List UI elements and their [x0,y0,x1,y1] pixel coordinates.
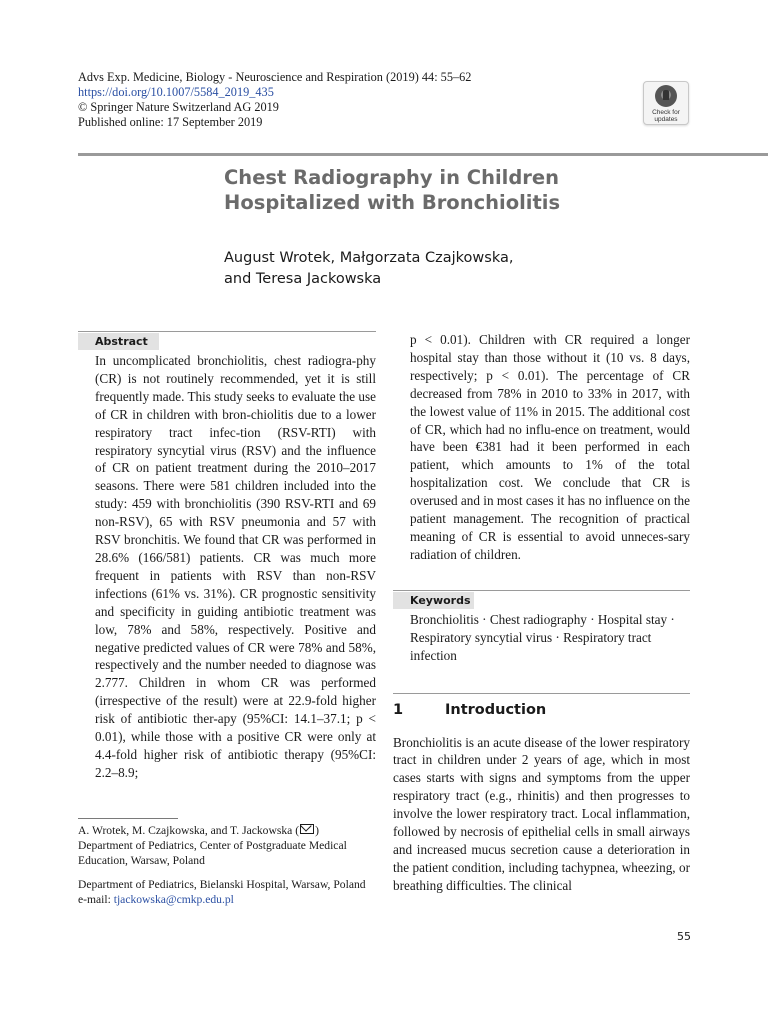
affiliation-2-block: Department of Pediatrics, Bielanski Hospital, Warsaw, Poland e-mail: tjackowska@cmkp.edu.pl [78,878,366,906]
abstract-text-right: p < 0.01). Children with CR required a longer hospital stay than those without it (10 vs. 8 days, respectively; p < 0.01). The percentage of CR decreased from 78% in 2010 to 33% in 2017, with the lowest value of 11% in 2015. The additional cost of CR, which had no influ-ence on treatment, would have been €381 had it been performed in each patient, which amounts to 1% of the total hospitalization cost. We conclude that CR is overused and in most cases it has no influence on the patient management. The recognition of practical meaning of CR is essential to avoid unneces-sary radiation of children. [410,332,690,562]
author-correspondence: A. Wrotek, M. Czajkowska, and T. Jackowska ( ) Department of Pediatrics, Center of Postgraduate Medical Education, Warsaw, Poland [78,824,347,867]
check-for-updates-badge[interactable] [643,81,689,125]
author-list: August Wrotek, Małgorzata Czajkowska, and Teresa Jackowska [224,250,514,287]
section-number: 1 [393,701,404,718]
section-title: Introduction [445,701,547,718]
introduction-divider [393,693,690,694]
bookmark-icon [655,85,677,107]
publication-meta [78,70,471,130]
introduction-heading [393,700,690,720]
keywords-list: Bronchiolitis · Chest radiography · Hospital stay · Respiratory syncytial virus · Respiratory tract infection [410,611,675,663]
footnote-divider [78,818,178,819]
right-column [393,331,690,895]
affiliation-1: Department of Pediatrics, Center of Postgraduate Medical Education, Warsaw, Poland [78,839,347,867]
affiliation-2: Department of Pediatrics, Bielanski Hospital, Warsaw, Poland [78,878,366,891]
header-divider [78,153,768,156]
page-number: 55 [677,930,691,943]
journal-citation: Advs Exp. Medicine, Biology - Neuroscience and Respiration (2019) 44: 55–62 [78,70,472,84]
doi-link[interactable]: https://doi.org/10.1007/5584_2019_435 [78,85,274,99]
badge-label: Check for updates [652,109,680,123]
published-date: Published online: 17 September 2019 [78,115,263,129]
copyright-line: © Springer Nature Switzerland AG 2019 [78,100,279,114]
abstract-heading: Abstract [78,333,159,350]
keywords-section [393,590,690,665]
abstract-header [78,331,376,350]
left-column [78,331,376,782]
keywords-header [393,590,690,609]
introduction-text: Bronchiolitis is an acute disease of the lower respiratory tract in children under 2 years of age, which in most cases starts with signs and symptoms from the upper respiratory tract (e.g., rhinitis) and then progresses to involve the lower respiratory tract. Local inflammation, followed by necrosis of epithelial cells in small airways and increased mucus secretion cause a deterioration in the patient condition, including tachypnea, wheezing, or breathing difficulties. The clinical [393,734,690,893]
abstract-text-left: In uncomplicated bronchiolitis, chest radiogra-phy (CR) is not routinely recommended, yet it is still frequently made. This study seeks to evaluate the use of CR in children with bron-chiolitis due to a lower respiratory tract infec-tion (RSV-RTI) with respiratory syncytial virus (RSV) and the influence of CR on patient treatment during the 2010–2017 seasons. There were 581 children included into the study: 459 with bronchiolitis (390 RSV-RTI and 69 non-RSV), 65 with RSV pneumonia and 57 with RSV bronchitis. We found that CR was performed in 28.6% (166/581) patients. CR was much more frequent in patients with RSV than non-RSV infections (61% vs. 31%). CR prognostic sensitivity and specificity in guiding antibiotic treatment was low, 78% and 58%, respectively. Positive and negative predicted values of CR were 78% and 58%, respectively and the number needed to diagnose was 2.777. Children in whom CR was performed (irrespective of the result) were at 22.9-fold higher risk of antibiotic ther-apy (95%CI: 14.1–37.1; p < 0.01), while those with a positive CR were only at 4.4-fold higher risk of antibiotic therapy (95%CI: 2.2–8.9; [95,353,376,780]
keywords-heading: Keywords [393,592,474,609]
envelope-icon[interactable] [300,824,314,834]
author-footnotes [78,823,378,916]
email-link[interactable]: tjackowska@cmkp.edu.pl [113,893,234,906]
article-title: Chest Radiography in Children Hospitalized with Bronchiolitis [224,166,561,214]
